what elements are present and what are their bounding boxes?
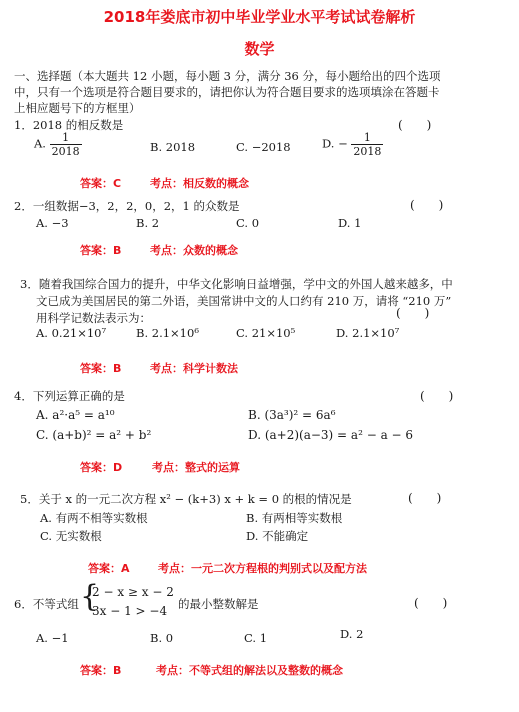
q4-answer-blank: ( ) [420,389,454,403]
q4-option-a: A. a²·a⁵ = a¹⁰ [36,408,115,422]
q6-stem-prefix: 6．不等式组 [14,597,79,611]
q3-stem-line2: 文已成为美国居民的第二外语，美国常讲中文的人口约有 210 万，请将 “210 万” [36,294,452,308]
q2-option-a: A. −3 [36,216,69,230]
q6-system-brace: { [80,579,100,614]
q1-answer: 答案：C [80,177,122,190]
q1-stem: 1．2018 的相反数是 [14,118,124,132]
q4-stem: 4．下列运算正确的是 [14,389,125,403]
q5-answer-blank: ( ) [408,491,442,505]
q3-stem-line3: 用科学记数法表示为： [36,311,151,325]
q1-option-b: B. 2018 [150,140,196,154]
section-heading: 一、选择题（本大题共 12 小题，每小题 3 分，满分 36 分，每小题给出的四个选项中，只有一个选项是符合题目要求的，请把你认为符合题目要求的选项填涂在答题卡上相应题号下的方框里） [14,69,441,115]
q6-option-c: C. 1 [244,631,268,645]
q2-answer-blank: ( ) [410,198,444,212]
q1-option-d-fraction: $\frac{1}{2018}$ [353,131,382,158]
q3-point: 考点：科学计数法 [150,362,238,375]
q1-option-c: C. −2018 [236,140,291,154]
q6-answer-blank: ( ) [414,596,448,610]
q6-stem-suffix: 的最小整数解是 [178,597,259,611]
q6-point: 考点：不等式组的解法以及整数的概念 [156,664,343,677]
q3-option-c: C. 21×10⁵ [236,326,296,340]
q3-answer: 答案：B [80,362,122,375]
q6-inequality-1: 2 − x ≥ x − 2 [92,585,174,599]
q6-answer: 答案：B [80,664,122,677]
q2-option-d: D. 1 [338,216,362,230]
q3-stem-line1: 3．随着我国综合国力的提升，中华文化影响日益增强，学中文的外国人越来越多，中 [20,277,453,291]
q3-option-b: B. 2.1×10⁶ [136,326,199,340]
q1-option-a: A. $\frac{1}{2018}$ [34,131,80,158]
q5-point: 考点：一元二次方程根的判别式以及配方法 [158,562,367,575]
q6-inequality-2: 3x − 1 > −4 [92,604,168,618]
q1-option-a-fraction: $\frac{1}{2018}$ [51,131,80,158]
q5-option-d: D. 不能确定 [246,529,309,543]
q6-option-b: B. 0 [150,631,174,645]
page-title: 2018年娄底市初中毕业学业水平考试试卷解析 [103,8,416,26]
q4-option-c: C. (a+b)² = a² + b² [36,428,152,442]
q4-option-d: D. (a+2)(a−3) = a² − a − 6 [248,428,414,442]
subject-title: 数学 [244,40,275,58]
q6-option-d: D. 2 [340,627,364,641]
q3-option-a: A. 0.21×10⁷ [36,326,107,340]
q2-option-c: C. 0 [236,216,260,230]
q4-answer: 答案：D [80,461,123,474]
q5-option-c: C. 无实数根 [40,529,102,543]
q5-option-a: A. 有两不相等实数根 [40,511,148,525]
q2-answer: 答案：B [80,244,122,257]
q4-point: 考点：整式的运算 [152,461,240,474]
q3-option-d: D. 2.1×10⁷ [336,326,400,340]
q5-answer: 答案：A [88,562,130,575]
q1-point: 考点：相反数的概念 [150,177,249,190]
q2-option-b: B. 2 [136,216,160,230]
q4-option-b: B. (3a³)² = 6a⁶ [248,408,336,422]
q2-stem: 2．一组数据−3，2，2，0，2，1 的众数是 [14,199,240,213]
q5-option-b: B. 有两相等实数根 [246,511,343,525]
q5-stem: 5．关于 x 的一元二次方程 x² − (k+3) x + k = 0 的根的情况是 [20,492,352,506]
q1-option-d: D. − $\frac{1}{2018}$ [322,131,382,158]
q6-option-a: A. −1 [36,631,69,645]
q2-point: 考点：众数的概念 [150,244,238,257]
q3-answer-blank: ( ) [396,306,430,320]
q1-answer-blank: ( ) [398,118,432,132]
